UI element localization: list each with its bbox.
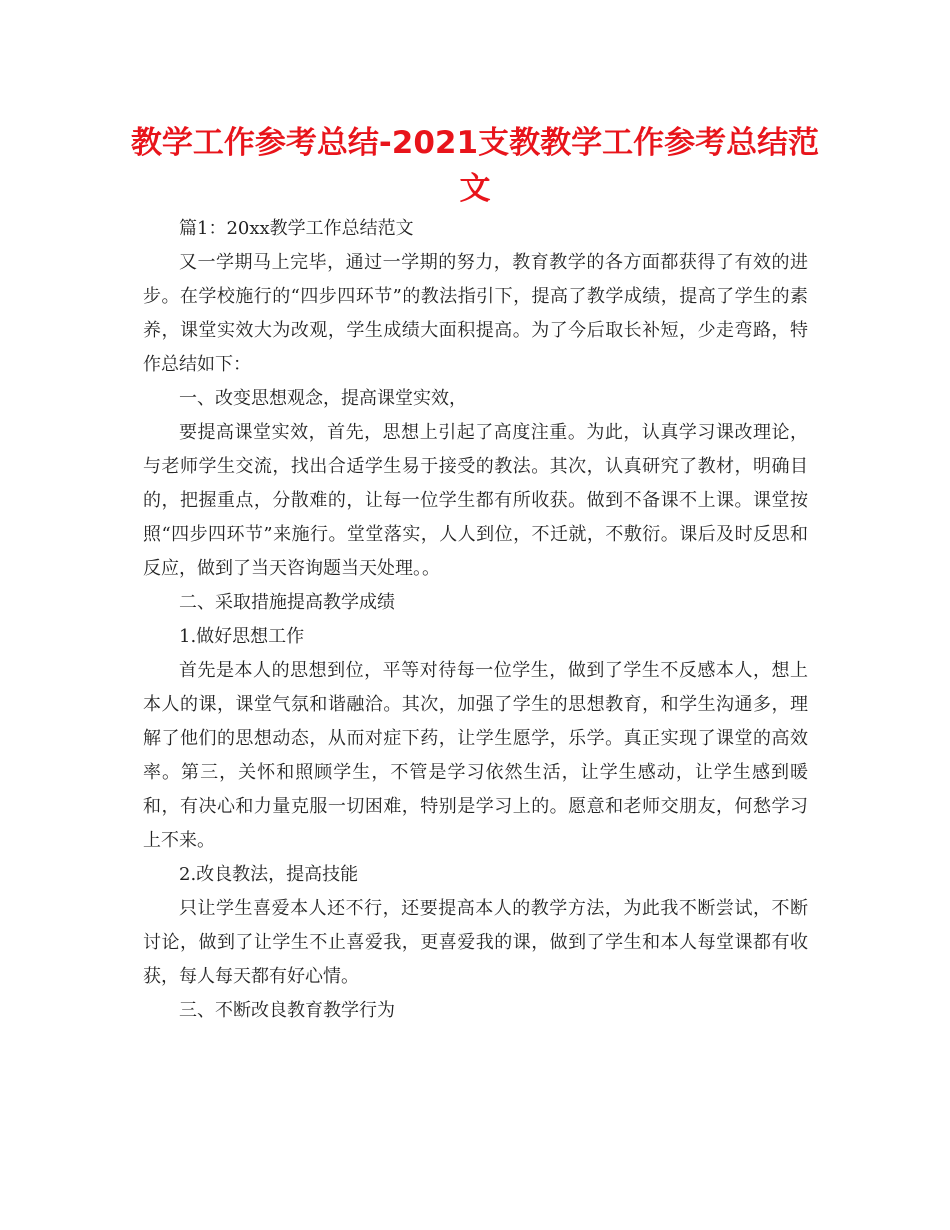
document-body [143, 212, 808, 1028]
paragraph-section-1: 要提高课堂实效，首先，思想上引起了高度注重。为此，认真学习课改理论，与老师学生交流，找出合适学生易于接受的教法。其次，认真研究了教材，明确目的，把握重点，分散难的，让每一位学生都有所收获。做到不备课不上课。课堂按照“四步四环节”来施行。堂堂落实，人人到位，不迁就，不敷衍。课后及时反思和反应，做到了当天咨询题当天处理。。 [143, 422, 808, 579]
paragraph-section-label: 篇1：20xx教学工作总结范文 [179, 218, 414, 239]
subheading-2-1: 1.做好思想工作 [179, 626, 305, 647]
document-title: 教学工作参考总结-2021支教教学工作参考总结范文 [130, 125, 820, 207]
heading-section-3: 三、不断改良教育教学行为 [179, 1000, 395, 1021]
subheading-2-2: 2.改良教法，提高技能 [179, 864, 359, 885]
paragraph-2-1: 首先是本人的思想到位，平等对待每一位学生，做到了学生不反感本人，想上本人的课，课堂气氛和谐融洽。其次，加强了学生的思想教育，和学生沟通多，理解了他们的思想动态，从而对症下药，让学生愿学，乐学。真正实现了课堂的高效率。第三，关怀和照顾学生，不管是学习依然生活，让学生感动，让学生感到暖和，有决心和力量克服一切困难，特别是学习上的。愿意和老师交朋友，何愁学习上不来。 [143, 660, 808, 851]
paragraph-intro: 又一学期马上完毕，通过一学期的努力，教育教学的各方面都获得了有效的进步。在学校施行的“四步四环节”的教法指引下，提高了教学成绩，提高了学生的素养，课堂实效大为改观，学生成绩大面积提高。为了今后取长补短，少走弯路，特作总结如下： [143, 252, 808, 375]
paragraph-2-2: 只让学生喜爱本人还不行，还要提高本人的教学方法，为此我不断尝试，不断讨论，做到了让学生不止喜爱我，更喜爱我的课，做到了学生和本人每堂课都有收获，每人每天都有好心情。 [143, 898, 808, 987]
heading-section-2: 二、采取措施提高教学成绩 [179, 592, 395, 613]
heading-section-1: 一、改变思想观念，提高课堂实效， [179, 388, 467, 409]
